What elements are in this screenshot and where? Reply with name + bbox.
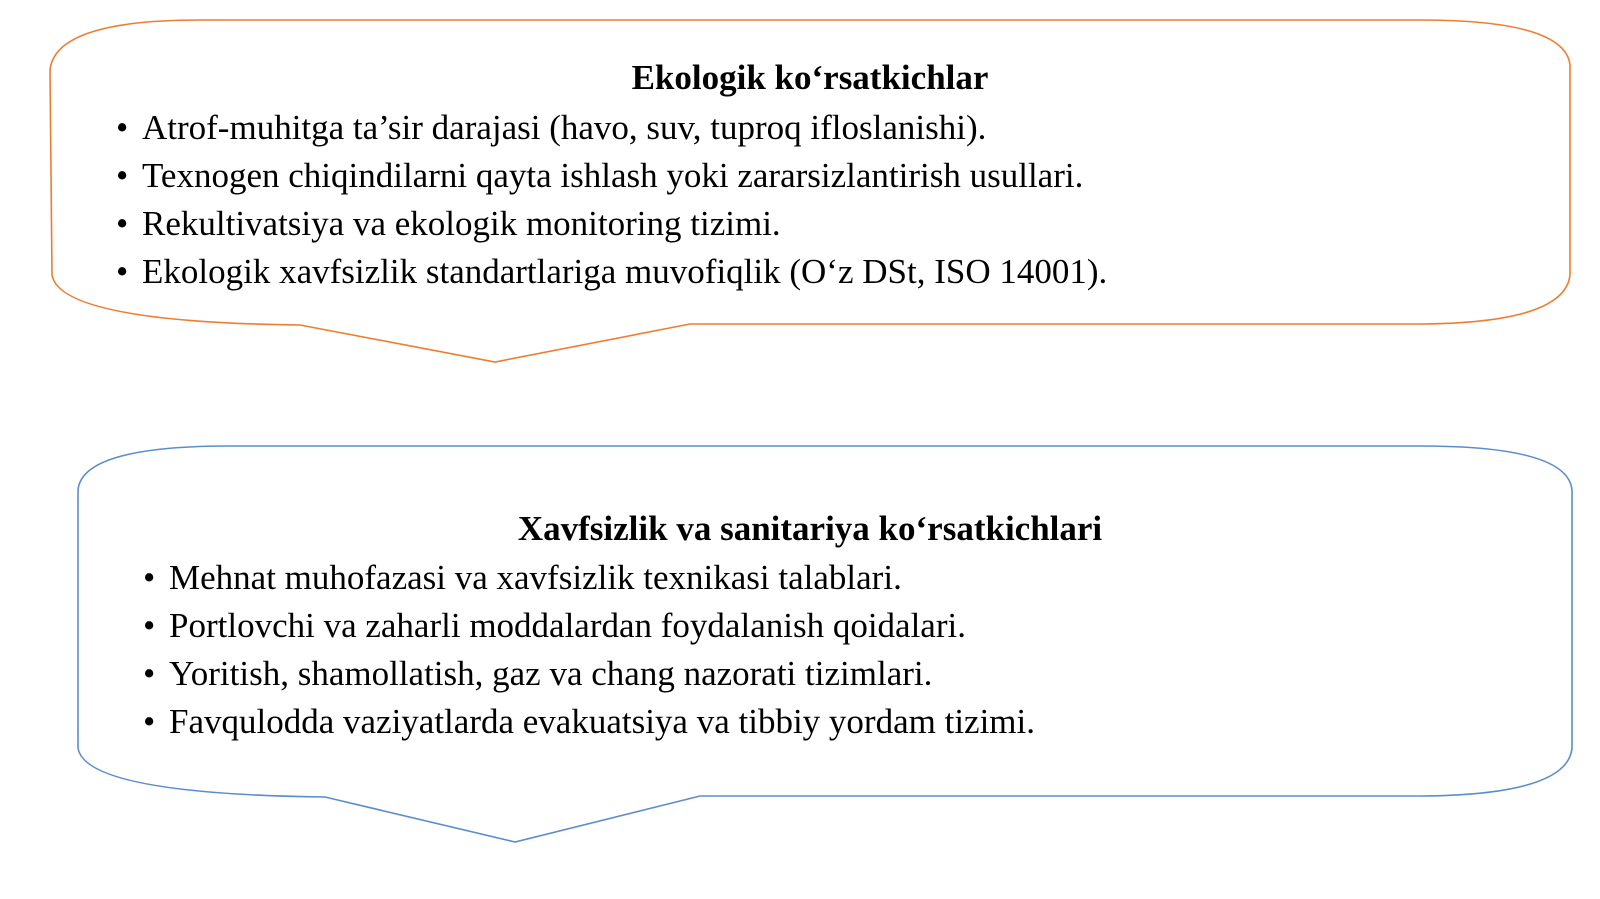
item-text: Rekultivatsiya va ekologik monitoring tizimi. (142, 204, 781, 243)
list-item (143, 554, 1035, 602)
item-text: Portlovchi va zaharli moddalardan foydalanish qoidalari. (169, 606, 966, 645)
bullet-icon: • (116, 156, 129, 195)
item-text: Ekologik xavfsizlik standartlariga muvofiqlik (O‘z DSt, ISO 14001). (142, 252, 1108, 291)
list-item (143, 698, 1035, 746)
item-text: Texnogen chiqindilarni qayta ishlash yoki zararsizlantirish usullari. (142, 156, 1084, 195)
safety-list (143, 554, 1035, 746)
bullet-icon: • (143, 702, 156, 741)
list-item (116, 200, 1107, 248)
ecological-list (116, 104, 1107, 296)
item-text: Atrof-muhitga ta’sir darajasi (havo, suv, tuproq ifloslanishi). (142, 108, 987, 147)
list-item (116, 104, 1107, 152)
list-item (143, 602, 1035, 650)
bullet-icon: • (143, 654, 156, 693)
list-item (143, 650, 1035, 698)
bullet-icon: • (143, 606, 156, 645)
bullet-icon: • (116, 204, 129, 243)
list-item (116, 248, 1107, 296)
ecological-title: Ekologik ko‘rsatkichlar (631, 58, 989, 97)
item-text: Favqulodda vaziyatlarda evakuatsiya va tibbiy yordam tizimi. (169, 702, 1035, 741)
bullet-icon: • (143, 558, 156, 597)
list-item (116, 152, 1107, 200)
item-text: Mehnat muhofazasi va xavfsizlik texnikasi talablari. (169, 558, 902, 597)
item-text: Yoritish, shamollatish, gaz va chang nazorati tizimlari. (169, 654, 933, 693)
bullet-icon: • (116, 252, 129, 291)
safety-title: Xavfsizlik va sanitariya ko‘rsatkichlari (517, 509, 1103, 548)
bullet-icon: • (116, 108, 129, 147)
